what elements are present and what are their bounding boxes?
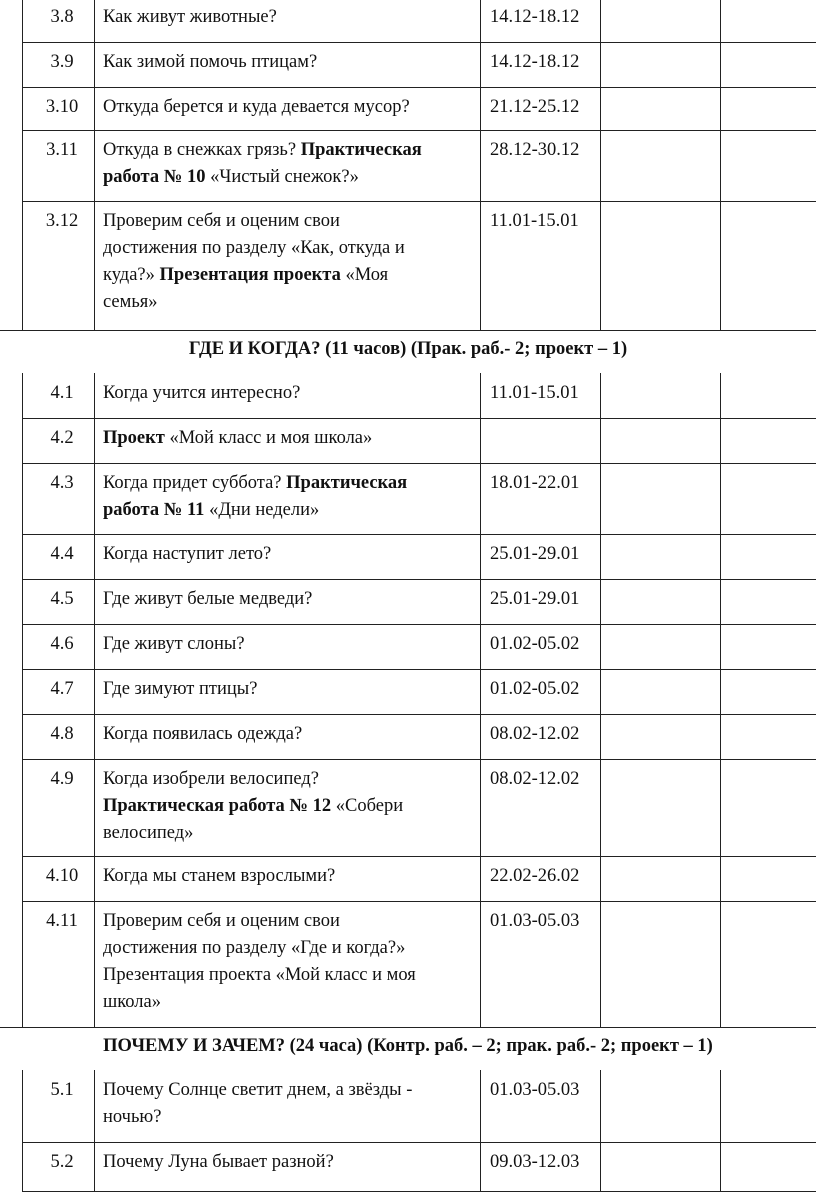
topic-line xyxy=(103,137,422,164)
lesson-dates: 18.01-22.01 xyxy=(490,473,580,493)
lesson-dates: 22.02-26.02 xyxy=(490,866,580,886)
lesson-topic xyxy=(103,380,300,407)
lesson-number: 5.2 xyxy=(50,1152,74,1172)
table-rule xyxy=(0,1027,816,1028)
topic-line xyxy=(103,1104,412,1131)
topic-text: Презентация проекта «Мой класс и моя xyxy=(103,965,416,985)
topic-text: Почему Луна бывает разной? xyxy=(103,1152,334,1172)
table-rule xyxy=(22,579,816,580)
topic-line xyxy=(103,676,257,703)
column-rule xyxy=(480,373,481,1027)
column-rule xyxy=(94,0,95,330)
lesson-number: 3.8 xyxy=(50,7,74,27)
topic-text: школа» xyxy=(103,992,161,1012)
topic-line xyxy=(103,908,416,935)
lesson-topic xyxy=(103,631,245,658)
topic-bold-text: Практическая xyxy=(286,473,408,493)
topic-line xyxy=(103,262,405,289)
lesson-dates: 09.03-12.03 xyxy=(490,1152,580,1172)
lesson-number: 4.8 xyxy=(50,724,74,744)
column-rule xyxy=(600,0,601,330)
topic-line xyxy=(103,208,405,235)
topic-text: достижения по разделу «Где и когда?» xyxy=(103,938,406,958)
topic-text: Откуда берется и куда девается мусор? xyxy=(103,97,410,117)
lesson-number: 5.1 xyxy=(50,1080,74,1100)
topic-text: Где зимуют птицы? xyxy=(103,679,258,699)
column-rule xyxy=(720,373,721,1027)
lesson-topic xyxy=(103,137,422,191)
lesson-number: 4.1 xyxy=(50,383,74,403)
lesson-topic xyxy=(103,425,372,452)
topic-line xyxy=(103,962,416,989)
topic-line xyxy=(103,1077,412,1104)
topic-line xyxy=(103,586,312,613)
topic-text: «Мой класс и моя школа» xyxy=(164,428,373,448)
lesson-dates: 01.02-05.02 xyxy=(490,679,580,699)
topic-text: велосипед» xyxy=(103,823,194,843)
lesson-topic xyxy=(103,1077,412,1131)
column-rule xyxy=(94,373,95,1027)
lesson-number: 4.11 xyxy=(46,911,78,931)
topic-bold-text: Практическая работа № 12 xyxy=(103,796,332,816)
lesson-topic xyxy=(103,766,403,847)
topic-line xyxy=(103,4,277,31)
lesson-topic xyxy=(103,4,277,31)
table-rule xyxy=(22,534,816,535)
table-rule xyxy=(22,624,816,625)
lesson-dates: 14.12-18.12 xyxy=(490,7,580,27)
table-rule xyxy=(22,901,816,902)
column-rule xyxy=(94,1070,95,1191)
topic-bold-text: Практическая xyxy=(300,140,422,160)
topic-line xyxy=(103,425,372,452)
lesson-topic xyxy=(103,49,317,76)
topic-text: Когда наступит лето? xyxy=(103,544,272,564)
topic-bold-text: работа № 11 xyxy=(103,500,205,520)
topic-text: Когда изобрели велосипед? xyxy=(103,769,319,789)
topic-line xyxy=(103,766,403,793)
table-rule xyxy=(22,87,816,88)
lesson-dates: 25.01-29.01 xyxy=(490,544,580,564)
lesson-number: 4.3 xyxy=(50,473,74,493)
topic-text: ночью? xyxy=(103,1107,162,1127)
lesson-number: 3.11 xyxy=(46,140,78,160)
lesson-topic xyxy=(103,908,416,1016)
lesson-dates: 28.12-30.12 xyxy=(490,140,580,160)
topic-line xyxy=(103,935,416,962)
topic-text: семья» xyxy=(103,292,158,312)
topic-line xyxy=(103,989,416,1016)
column-rule xyxy=(22,0,23,330)
table-rule xyxy=(22,418,816,419)
table-rule xyxy=(22,130,816,131)
topic-line xyxy=(103,1149,334,1176)
lesson-number: 4.5 xyxy=(50,589,74,609)
topic-text: «Чистый снежок?» xyxy=(205,167,359,187)
lesson-dates: 14.12-18.12 xyxy=(490,52,580,72)
lesson-dates: 11.01-15.01 xyxy=(490,383,579,403)
topic-line xyxy=(103,289,405,316)
topic-text: достижения по разделу «Как, откуда и xyxy=(103,238,405,258)
topic-text: Когда появилась одежда? xyxy=(103,724,303,744)
column-rule xyxy=(600,1070,601,1191)
topic-text: Когда учится интересно? xyxy=(103,383,301,403)
topic-line xyxy=(103,164,422,191)
topic-line xyxy=(103,863,335,890)
lesson-dates: 01.02-05.02 xyxy=(490,634,580,654)
lesson-dates: 08.02-12.02 xyxy=(490,769,580,789)
lesson-topic xyxy=(103,721,302,748)
topic-text: Почему Солнце светит днем, а звёзды - xyxy=(103,1080,413,1100)
topic-line xyxy=(103,380,300,407)
lesson-topic xyxy=(103,586,312,613)
lesson-dates: 11.01-15.01 xyxy=(490,211,579,231)
table-rule xyxy=(22,856,816,857)
topic-line xyxy=(103,235,405,262)
topic-text: Откуда в снежках грязь? xyxy=(103,140,301,160)
table-rule xyxy=(22,201,816,202)
topic-text: «Моя xyxy=(340,265,389,285)
lesson-number: 4.9 xyxy=(50,769,74,789)
section-heading: ГДЕ И КОГДА? (11 часов) (Прак. раб.- 2; проект – 1) xyxy=(188,339,628,359)
lesson-number: 4.4 xyxy=(50,544,74,564)
table-rule xyxy=(22,1142,816,1143)
table-rule xyxy=(22,42,816,43)
lesson-number: 4.7 xyxy=(50,679,74,699)
column-rule xyxy=(720,0,721,330)
lesson-number: 4.10 xyxy=(45,866,79,886)
lesson-number: 3.10 xyxy=(45,97,79,117)
lesson-topic xyxy=(103,1149,334,1176)
column-rule xyxy=(720,1070,721,1191)
topic-text: куда?» xyxy=(103,265,160,285)
topic-text: Когда придет суббота? xyxy=(103,473,287,493)
topic-text: Где живут белые медведи? xyxy=(103,589,313,609)
topic-bold-text: Проект xyxy=(103,428,165,448)
topic-text: «Дни недели» xyxy=(204,500,320,520)
column-rule xyxy=(22,1070,23,1191)
lesson-number: 3.9 xyxy=(50,52,74,72)
topic-line xyxy=(103,820,403,847)
lesson-number: 4.6 xyxy=(50,634,74,654)
lesson-number: 4.2 xyxy=(50,428,74,448)
section-heading: ПОЧЕМУ И ЗАЧЕМ? (24 часа) (Контр. раб. – 2; прак. раб.- 2; проект – 1) xyxy=(103,1036,713,1056)
lesson-number: 3.12 xyxy=(45,211,79,231)
topic-line xyxy=(103,497,407,524)
column-rule xyxy=(22,373,23,1027)
topic-line xyxy=(103,470,407,497)
topic-line xyxy=(103,721,302,748)
topic-text: Проверим себя и оценим свои xyxy=(103,211,340,231)
topic-text: Где живут слоны? xyxy=(103,634,245,654)
lesson-topic xyxy=(103,863,335,890)
table-rule xyxy=(22,669,816,670)
lesson-topic xyxy=(103,470,407,524)
lesson-topic xyxy=(103,541,271,568)
lesson-dates: 08.02-12.02 xyxy=(490,724,580,744)
topic-bold-text: Презентация проекта xyxy=(159,265,341,285)
lesson-topic xyxy=(103,676,257,703)
topic-bold-text: работа № 10 xyxy=(103,167,206,187)
topic-line xyxy=(103,541,271,568)
table-rule xyxy=(22,714,816,715)
lesson-dates: 01.03-05.03 xyxy=(490,1080,580,1100)
lesson-topic xyxy=(103,208,405,316)
lesson-topic xyxy=(103,94,410,121)
topic-line xyxy=(103,49,317,76)
column-rule xyxy=(480,0,481,330)
table-rule xyxy=(22,463,816,464)
topic-line xyxy=(103,793,403,820)
column-rule xyxy=(480,1070,481,1191)
topic-text: Проверим себя и оценим свои xyxy=(103,911,340,931)
column-rule xyxy=(600,373,601,1027)
topic-line xyxy=(103,631,245,658)
lesson-dates: 25.01-29.01 xyxy=(490,589,580,609)
topic-line xyxy=(103,94,410,121)
topic-text: Как живут животные? xyxy=(103,7,277,27)
table-rule xyxy=(22,759,816,760)
topic-text: Как зимой помочь птицам? xyxy=(103,52,318,72)
topic-text: «Собери xyxy=(331,796,404,816)
lesson-dates: 01.03-05.03 xyxy=(490,911,580,931)
lesson-dates: 21.12-25.12 xyxy=(490,97,580,117)
table-rule xyxy=(0,330,816,331)
topic-text: Когда мы станем взрослыми? xyxy=(103,866,336,886)
